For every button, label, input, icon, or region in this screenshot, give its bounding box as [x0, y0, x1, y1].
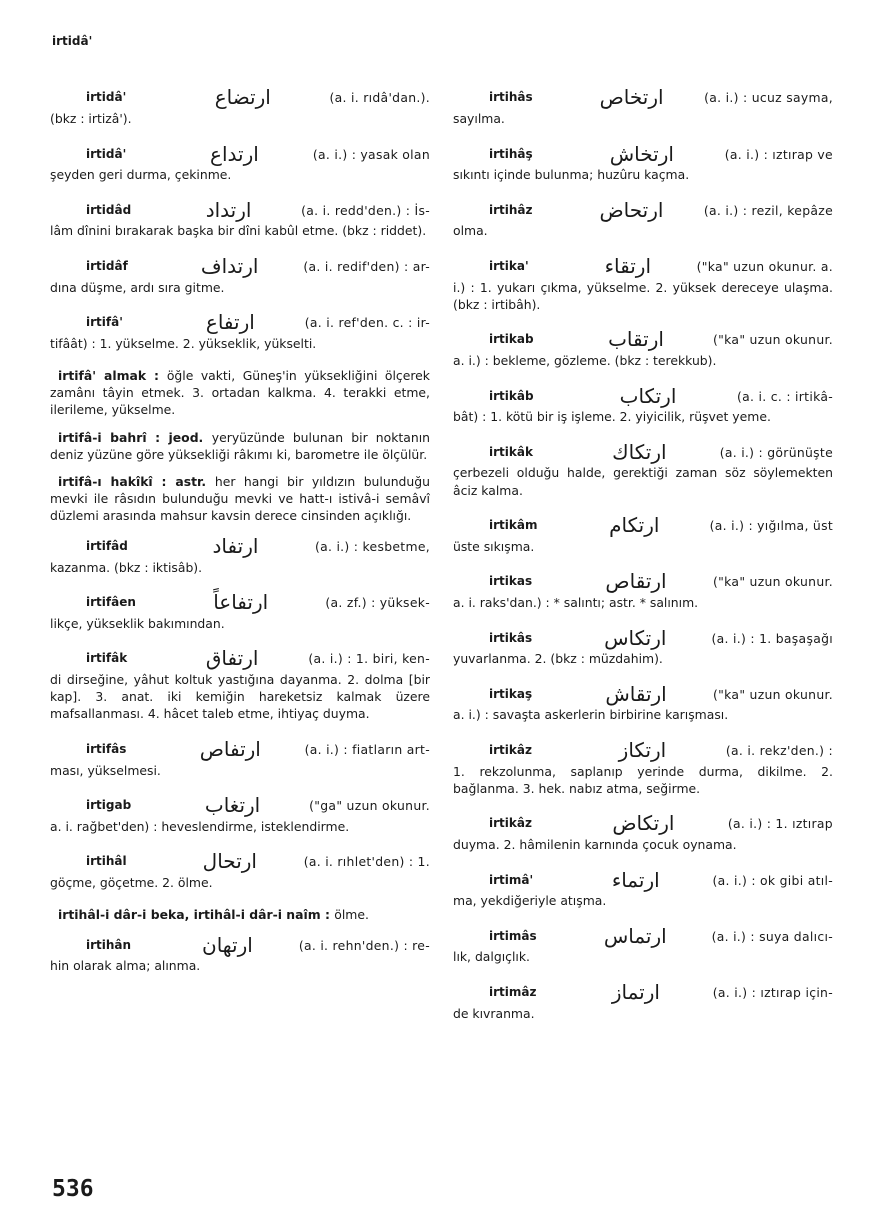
- definition-continuation: kazanma. (bkz : iktisâb).: [50, 559, 203, 575]
- arabic-script: ارتداف: [200, 254, 259, 278]
- definition-continuation: göçme, göçetme. 2. ölme.: [50, 875, 213, 891]
- definition-start: (a. i.) : yığılma, üst: [709, 518, 833, 534]
- entry-first-line: [453, 812, 833, 836]
- definition-continuation: 1. rekzolunma, saplanıp yerinde durma, dikilme. 2. bağlanma. 3. hek. nabız atma, seğirme.: [453, 763, 833, 796]
- definition-continuation: üste sıkışma.: [453, 538, 535, 554]
- headword: irtika': [489, 259, 529, 273]
- definition-start: (a. i. redif'den) : ar-: [303, 259, 430, 274]
- dictionary-entry: [453, 328, 833, 369]
- entry-first-line: [453, 514, 833, 538]
- entry-first-line: [453, 255, 833, 279]
- headword: irtikâk: [489, 444, 533, 459]
- definition-continuation: lâm dînini bırakarak başka bir dîni kabûl etme. (bkz : riddet).: [50, 223, 427, 239]
- definition-continuation: ması, yükselmesi.: [50, 762, 161, 778]
- page-number: 536: [52, 1176, 94, 1202]
- definition-start: ("ka" uzun okunur.: [713, 574, 833, 590]
- definition-start: (a. i.) : kesbetme,: [314, 539, 430, 555]
- entry-first-line: [453, 924, 833, 948]
- definition-start: ("ga" uzun okunur.: [309, 798, 430, 814]
- arabic-script: ارتفاق: [205, 646, 259, 671]
- entry-first-line: [50, 198, 430, 222]
- arabic-script: ارتهان: [202, 932, 253, 957]
- entry-first-line: [50, 647, 430, 671]
- dictionary-entry: [50, 591, 430, 632]
- arabic-script: ارتضاع: [214, 85, 271, 110]
- definition-continuation: şeyden geri durma, çekinme.: [50, 167, 232, 183]
- headword: irtihâl: [86, 854, 127, 869]
- definition-start: (a. i.) : rezil, kepâze: [703, 202, 833, 218]
- definition-continuation: hin olarak alma; alınma.: [50, 958, 201, 974]
- sub-entry-text: ölme.: [334, 907, 369, 923]
- definition-continuation: tifâât) : 1. yükselme. 2. yükseklik, yükselti.: [50, 335, 317, 351]
- dictionary-entry: [50, 255, 430, 296]
- entry-first-line: [453, 384, 833, 408]
- headword: irtifâen: [86, 595, 136, 610]
- headword: irtifâk: [86, 651, 128, 666]
- arabic-script: ارتغاب: [204, 793, 261, 818]
- dictionary-entry: [50, 850, 430, 891]
- dictionary-entry: [453, 255, 833, 313]
- definition-continuation: ma, yekdiğeriyle atışma.: [453, 893, 607, 909]
- sub-entry: [50, 473, 430, 525]
- dictionary-entry: [50, 738, 430, 779]
- headword: irtimâz: [489, 985, 537, 1000]
- definition-continuation: a. i.) : bekleme, gözleme. (bkz : terekkub).: [453, 353, 717, 369]
- dictionary-entry: [453, 86, 833, 127]
- entry-first-line: [50, 255, 430, 279]
- definition-start: (a. i. c. : irtikâ-: [737, 388, 833, 404]
- headword: irtikas: [489, 574, 533, 589]
- sub-entry: [50, 906, 430, 923]
- dictionary-entry: [453, 626, 833, 667]
- arabic-script: ارتحال: [202, 849, 257, 874]
- definition-continuation: a. i. raks'dan.) : * salıntı; astr. * salınım.: [453, 595, 699, 611]
- sub-entry-lead: irtihâl-i dâr-i beka, irtihâl-i dâr-i naîm :: [58, 907, 335, 923]
- arabic-script: ارتکاض: [612, 811, 675, 836]
- dictionary-entry: [453, 198, 833, 239]
- dictionary-entry: [453, 514, 833, 555]
- headword: irtikâz: [489, 816, 532, 831]
- headword: irtifâ': [86, 315, 123, 330]
- headword: irtihân: [86, 937, 132, 952]
- definition-continuation: lık, dalgıçlık.: [453, 949, 530, 965]
- arabic-script: ارتداد: [205, 197, 252, 222]
- entry-first-line: [50, 535, 430, 559]
- definition-start: (a. i. ref'den. c. : ir-: [304, 315, 430, 331]
- entry-first-line: [453, 868, 833, 892]
- sub-entry-text: öğle vakti, Güneş'in yüksekliğini ölçerek zamânı tâyin etmek. 3. ortadan kalkma. 4. terakki etme, ilerileme, yükselme.: [50, 368, 430, 418]
- definition-continuation: likçe, yükseklik bakımından.: [50, 615, 225, 631]
- definition-continuation: (bkz : irtizâ').: [50, 111, 132, 126]
- definition-continuation: sıkıntı içinde bulunma; huzûru kaçma.: [453, 167, 690, 183]
- dictionary-entry: [50, 794, 430, 835]
- arabic-script: ارتکاب: [619, 383, 677, 408]
- arabic-script: ارتکاز: [618, 738, 667, 763]
- headword: irtidâ': [86, 90, 127, 105]
- arabic-script: ارتداع: [210, 141, 259, 166]
- definition-start: (a. i. rehn'den.) : re-: [298, 937, 430, 953]
- dictionary-entry: [453, 682, 833, 723]
- headword: irtikâm: [489, 518, 538, 533]
- dictionary-entry: [50, 142, 430, 183]
- dictionary-entry: [50, 198, 430, 239]
- entry-first-line: [50, 738, 430, 762]
- definition-continuation: yuvarlanma. 2. (bkz : müzdahim).: [453, 651, 663, 667]
- definition-start: (a. i.) : ıztırap ve: [724, 146, 833, 162]
- arabic-script: ارتفاص: [199, 737, 261, 762]
- headword: irtimâs: [489, 928, 537, 943]
- headword: irtikaş: [489, 686, 533, 701]
- dictionary-entry: [50, 311, 430, 352]
- definition-start: (a. i.) : yasak olan: [312, 146, 430, 162]
- headword: irtimâ': [489, 872, 534, 887]
- entry-first-line: [50, 850, 430, 874]
- entry-first-line: [453, 981, 833, 1005]
- dictionary-entry: [453, 868, 833, 909]
- definition-start: (a. i.) : 1. biri, ken-: [308, 651, 430, 667]
- headword: irtidâf: [86, 259, 128, 273]
- entry-first-line: [453, 328, 833, 352]
- headword: irtigab: [86, 798, 132, 813]
- headword: irtifâs: [86, 742, 127, 757]
- definition-continuation: i.) : 1. yukarı çıkma, yükselme. 2. yüksek dereceye ulaşma. (bkz : irtibâh).: [453, 279, 833, 312]
- entry-first-line: [50, 591, 430, 615]
- definition-continuation: a. i.) : savaşta askerlerin birbirine karışması.: [453, 707, 729, 723]
- entry-first-line: [453, 142, 833, 166]
- arabic-script: ارتقاص: [605, 569, 667, 594]
- headword: irtidâ': [86, 146, 127, 161]
- entry-first-line: [453, 86, 833, 110]
- entry-first-line: [50, 142, 430, 166]
- arabic-script: ارتماء: [611, 867, 660, 892]
- arabic-script: ارتکاك: [612, 439, 667, 464]
- dictionary-entry: [453, 384, 833, 425]
- left-column: [50, 86, 430, 990]
- entry-first-line: [50, 794, 430, 818]
- definition-continuation: a. i. rağbet'den) : heveslendirme, isteklendirme.: [50, 818, 350, 834]
- dictionary-entry: [453, 924, 833, 965]
- running-header: irtidâ': [52, 34, 93, 48]
- definition-continuation: çerbezeli olduğu halde, gerektiği zaman söz söylemekten âciz kalma.: [453, 465, 833, 498]
- headword: irtihâs: [489, 90, 533, 105]
- arabic-script: ارتکام: [609, 513, 660, 538]
- arabic-script: ارتقاء: [604, 254, 652, 278]
- dictionary-entry: [453, 739, 833, 797]
- sub-entry-text: her hangi bir yıldızın bulunduğu mevki ile râsıdın bulunduğu mevki ve hatt-ı istivâ-i semâvî düzlemi arasında mahsur kavsin derece cinsinden açıklığı.: [50, 474, 430, 524]
- entry-first-line: [50, 86, 430, 110]
- definition-start: (a. i. redd'den.) : İs-: [301, 202, 430, 218]
- dictionary-entry: [50, 535, 430, 576]
- dictionary-entry: [453, 142, 833, 183]
- arabic-script: ارتقاش: [605, 681, 667, 706]
- definition-start: (a. i. rıdâ'dan.).: [329, 90, 430, 106]
- arabic-script: ارتماز: [611, 980, 660, 1005]
- dictionary-entry: [453, 981, 833, 1022]
- right-column: [453, 86, 833, 1037]
- entry-first-line: [453, 440, 833, 464]
- entry-first-line: [453, 739, 833, 763]
- definition-continuation: dına düşme, ardı sıra gitme.: [50, 279, 225, 295]
- headword: irtikâb: [489, 388, 534, 403]
- headword: irtidâd: [86, 202, 132, 217]
- definition-continuation: duyma. 2. hâmilenin karnında çocuk oynama.: [453, 837, 737, 853]
- arabic-script: ارتفاع: [205, 310, 255, 335]
- dictionary-entry: [453, 812, 833, 853]
- definition-start: ("ka" uzun okunur.: [713, 686, 833, 702]
- definition-start: (a. i.) : 1. ıztırap: [727, 816, 833, 832]
- definition-start: (a. i.) : ıztırap için-: [712, 985, 833, 1001]
- definition-start: (a. i.) : suya dalıcı-: [711, 928, 833, 944]
- definition-start: (a. i.) : ok gibi atıl-: [712, 872, 833, 888]
- dictionary-entry: [50, 933, 430, 974]
- headword: irtihâş: [489, 146, 533, 161]
- headword: irtifâd: [86, 539, 128, 554]
- sub-entry-lead: irtifâ-ı hakîkî : astr.: [58, 474, 215, 490]
- arabic-script: ارتفاعاً: [213, 590, 269, 615]
- definition-start: (a. zf.) : yüksek-: [325, 595, 430, 611]
- dictionary-entry: [453, 570, 833, 611]
- definition-start: (a. i.) : fiatların art-: [304, 742, 430, 758]
- dictionary-entry: [50, 647, 430, 723]
- definition-start: (a. i.) : 1. başaşağı: [711, 630, 833, 646]
- arabic-script: ارتخاش: [609, 141, 674, 166]
- definition-continuation: de kıvranma.: [453, 1005, 535, 1021]
- definition-start: ("ka" uzun okunur.: [713, 332, 833, 348]
- arabic-script: ارتحاض: [599, 197, 664, 222]
- sub-entry-lead: irtifâ-i bahrî : jeod.: [58, 429, 212, 445]
- arabic-script: ارتقاب: [608, 327, 664, 352]
- definition-start: (a. i. rekz'den.) :: [725, 743, 833, 759]
- dictionary-entry: [50, 86, 430, 127]
- arabic-script: ارتخاص: [599, 85, 664, 110]
- definition-start: (a. i.) : görünüşte: [719, 444, 833, 460]
- definition-start: (a. i. rıhlet'den) : 1.: [303, 854, 430, 870]
- headword: irtihâz: [489, 202, 533, 217]
- sub-entry: [50, 367, 430, 419]
- entry-first-line: [453, 198, 833, 222]
- entry-first-line: [50, 933, 430, 957]
- sub-entry-text: yeryüzünde bulunan bir noktanın deniz yüzüne göre yüksekliği râkımı ki, barometre ile ölçülür.: [50, 429, 430, 462]
- sub-entry: [50, 429, 430, 463]
- definition-start: ("ka" uzun okunur. a.: [696, 259, 833, 274]
- definition-start: (a. i.) : ucuz sayma,: [704, 90, 833, 106]
- headword: irtikâs: [489, 630, 533, 645]
- sub-entry-lead: irtifâ' almak :: [58, 368, 167, 384]
- entry-first-line: [50, 311, 430, 335]
- arabic-script: ارتماس: [603, 923, 667, 948]
- headword: irtikâz: [489, 743, 532, 758]
- definition-continuation: di dirseğine, yâhut koltuk yastığına dayanma. 2. dolma [bir kap]. 3. anat. iki kemiğin hareketsiz kalmak üzere mafsallanması. 4. hâcet taleb etme, ihtiyaç duyma.: [50, 672, 430, 722]
- headword: irtikab: [489, 332, 534, 347]
- entry-first-line: [453, 626, 833, 650]
- arabic-script: ارتکاس: [604, 625, 667, 650]
- definition-continuation: olma.: [453, 223, 488, 239]
- definition-continuation: sayılma.: [453, 111, 505, 126]
- dictionary-entry: [453, 440, 833, 498]
- entry-first-line: [453, 682, 833, 706]
- definition-continuation: bât) : 1. kötü bir iş işleme. 2. yiyicilik, rüşvet yeme.: [453, 409, 771, 425]
- entry-first-line: [453, 570, 833, 594]
- arabic-script: ارتفاد: [212, 534, 259, 559]
